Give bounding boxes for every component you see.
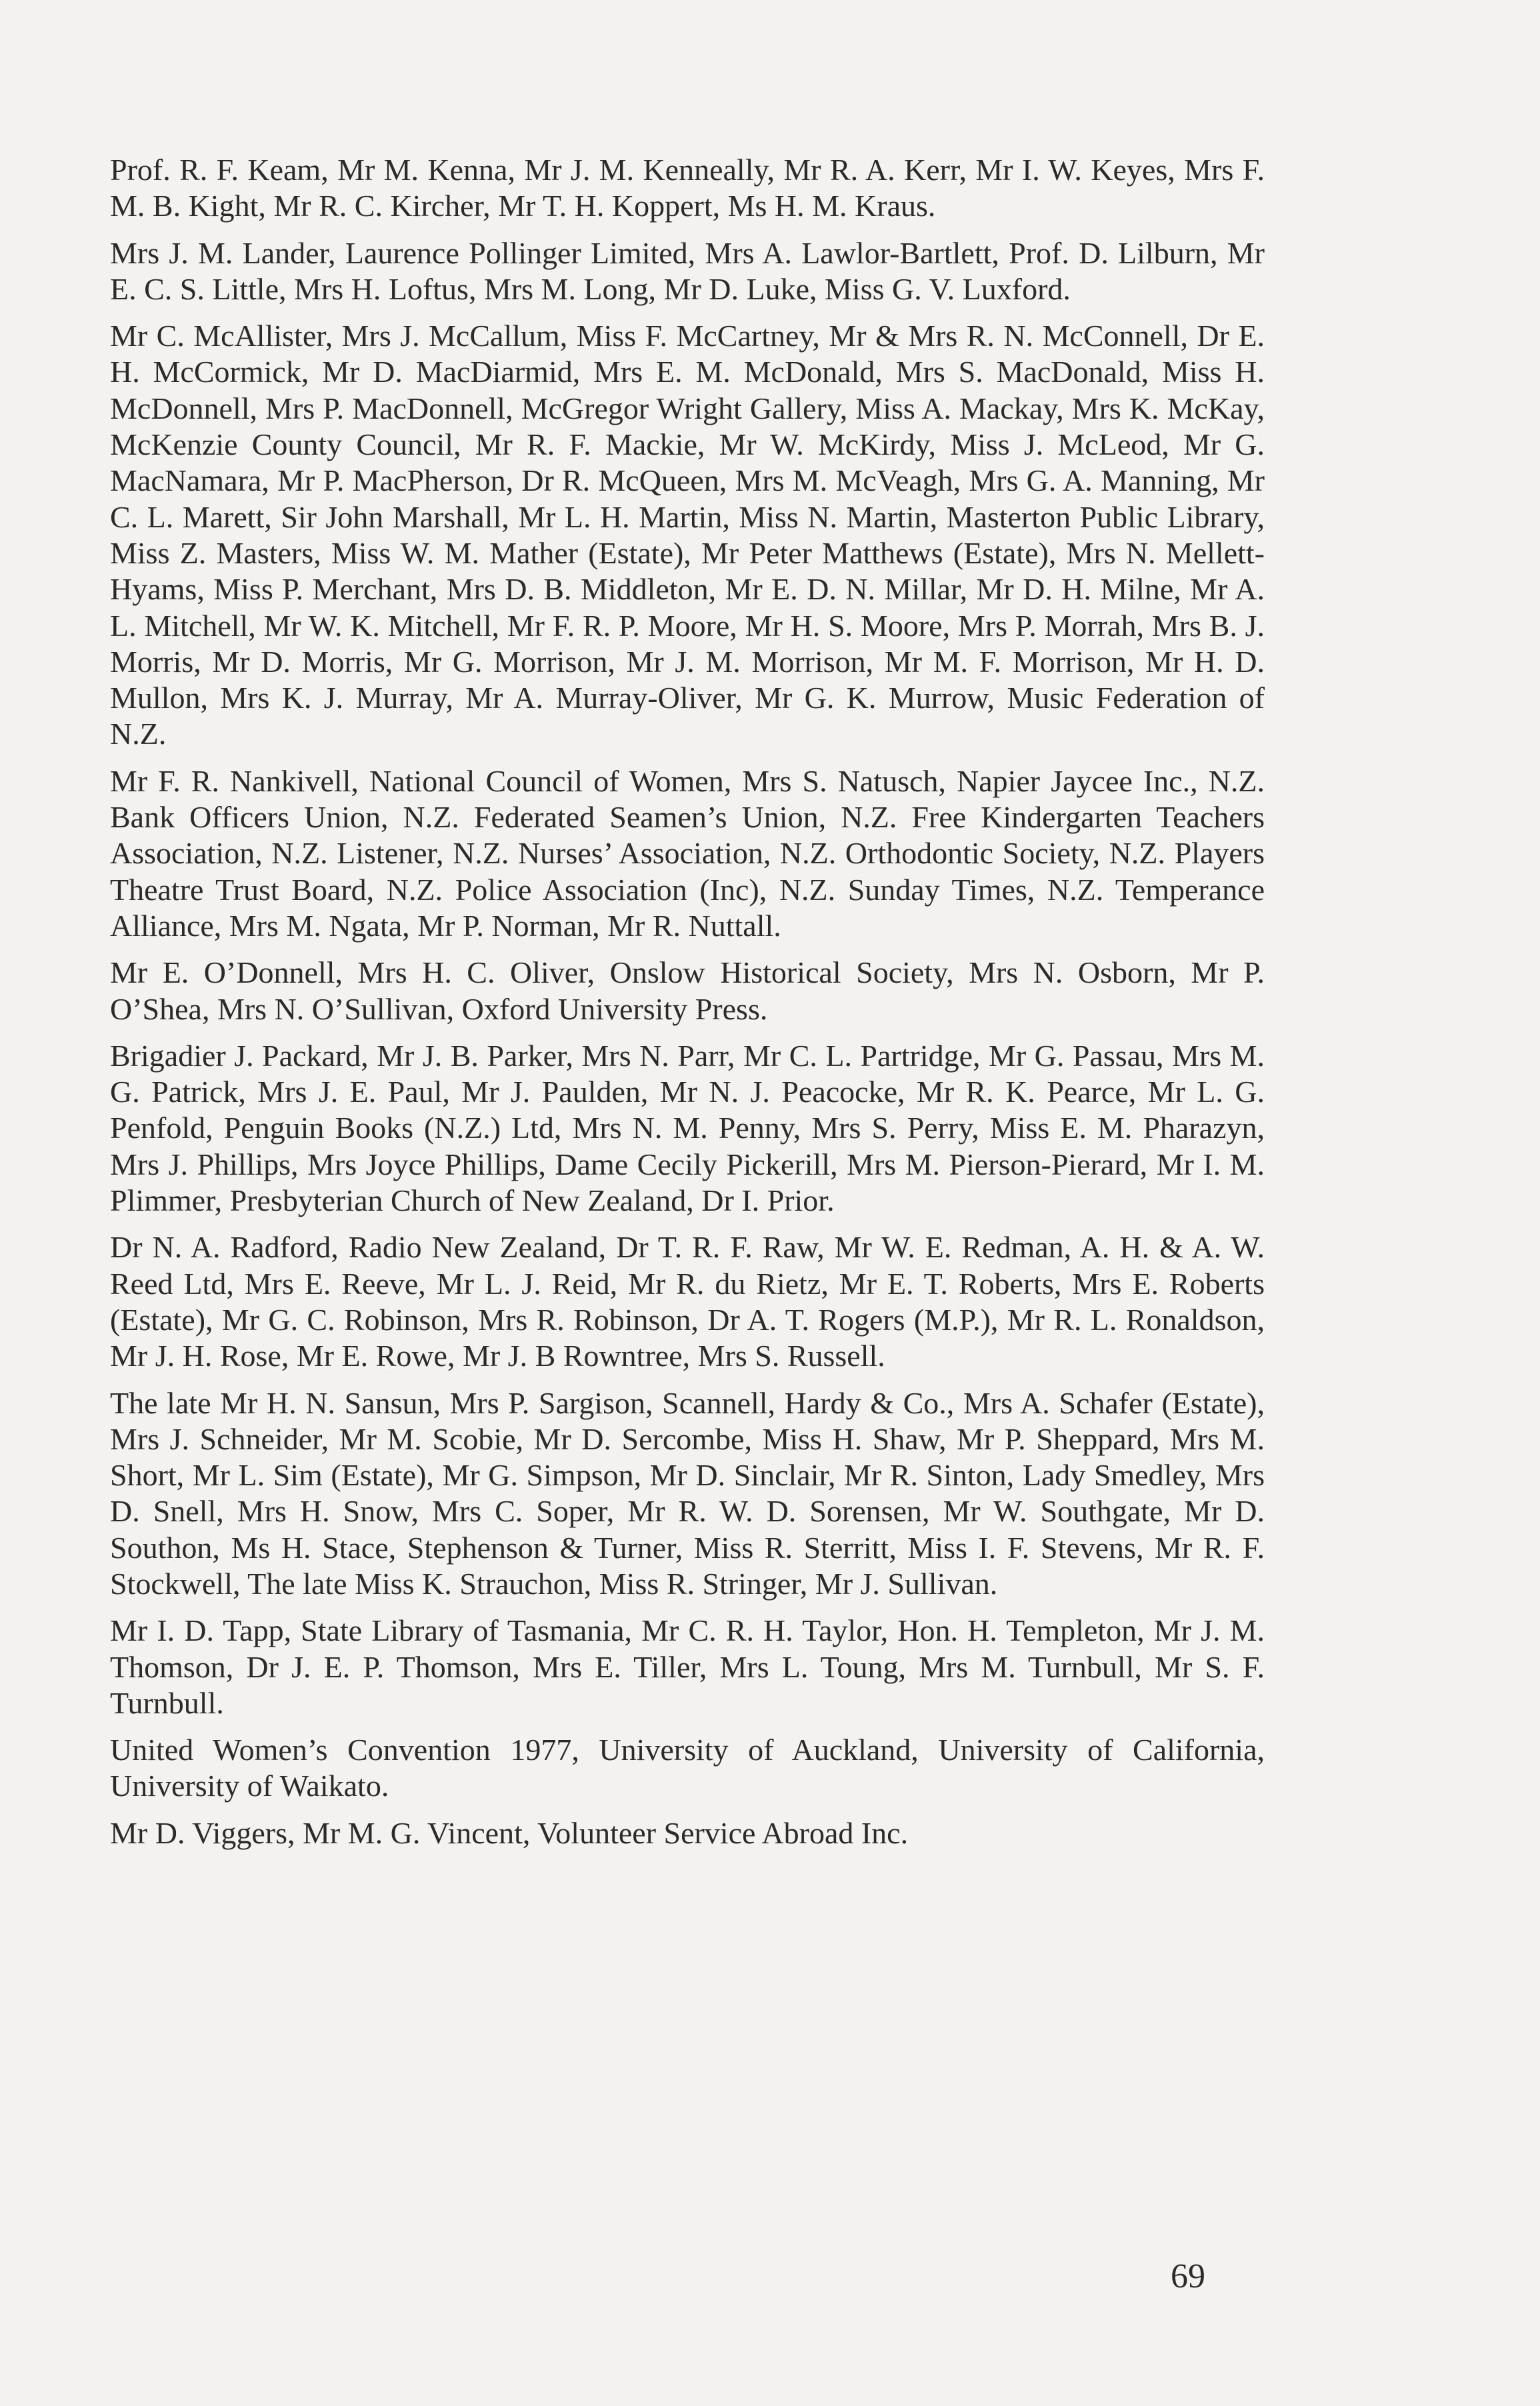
paragraph-v: Mr D. Viggers, Mr M. G. Vincent, Volunteer Service Abroad Inc. xyxy=(110,1815,909,1850)
paragraph-p: Brigadier J. Packard, Mr J. B. Parker, Mrs N. Parr, Mr C. L. Partridge, Mr G. Passau, Mrs M. G. Patrick, Mrs J. E. Paul, Mr J. Paulden, Mr N. J. Peacocke, Mr R. K. Pearce, Mr L. G. Penfold, Penguin Books (N.Z.) Ltd, Mrs N. M. Penny, Mrs S. Perry, Miss E. M. Pharazyn, Mrs J. Phillips, Mrs Joyce Phillips, Dame Cecily Pickerill, Mrs M. Pierson-Pierard, Mr I. M. Plimmer, Presbyterian Church of New Zealand, Dr I. Prior. xyxy=(110,1038,1265,1218)
paragraph-l: Mrs J. M. Lander, Laurence Pollinger Limited, Mrs A. Lawlor-Bartlett, Prof. D. Lilburn, Mr E. C. S. Little, Mrs H. Loftus, Mrs M. Long, Mr D. Luke, Miss G. V. Luxford. xyxy=(110,235,1265,306)
paragraph-o: Mr E. O’Donnell, Mrs H. C. Oliver, Onslow Historical Society, Mrs N. Osborn, Mr P. O’Shea, Mrs N. O’Sullivan, Oxford University Press. xyxy=(110,955,1265,1026)
paragraph-n: Mr F. R. Nankivell, National Council of Women, Mrs S. Natusch, Napier Jaycee Inc., N.Z. Bank Officers Union, N.Z. Federated Seamen’s Union, N.Z. Free Kindergarten Teachers Association, N.Z. Listener, N.Z. Nurses’ Association, N.Z. Orthodontic Society, N.Z. Players Theatre Trust Board, N.Z. Police Association (Inc), N.Z. Sunday Times, N.Z. Temperance Alliance, Mrs M. Ngata, Mr P. Norman, Mr R. Nuttall. xyxy=(110,763,1265,943)
acknowledgements-list xyxy=(110,152,1265,1862)
paragraph-u: United Women’s Convention 1977, University of Auckland, University of California, University of Waikato. xyxy=(110,1733,1265,1803)
paragraph-t: Mr I. D. Tapp, State Library of Tasmania, Mr C. R. H. Taylor, Hon. H. Templeton, Mr J. M. Thomson, Dr J. E. P. Thomson, Mrs E. Tiller, Mrs L. Toung, Mrs M. Turnbull, Mr S. F. Turnbull. xyxy=(110,1613,1265,1720)
page-number: 69 xyxy=(1171,2257,1205,2295)
paragraph-k: Prof. R. F. Keam, Mr M. Kenna, Mr J. M. Kenneally, Mr R. A. Kerr, Mr I. W. Keyes, Mrs F. M. B. Kight, Mr R. C. Kircher, Mr T. H. Koppert, Ms H. M. Kraus. xyxy=(110,153,1265,223)
paragraph-r: Dr N. A. Radford, Radio New Zealand, Dr T. R. F. Raw, Mr W. E. Redman, A. H. & A. W. Reed Ltd, Mrs E. Reeve, Mr L. J. Reid, Mr R. du Rietz, Mr E. T. Roberts, Mrs E. Roberts (Estate), Mr G. C. Robinson, Mrs R. Robinson, Dr A. T. Rogers (M.P.), Mr R. L. Ronaldson, Mr J. H. Rose, Mr E. Rowe, Mr J. B Rowntree, Mrs S. Russell. xyxy=(110,1230,1265,1373)
paragraph-m: Mr C. McAllister, Mrs J. McCallum, Miss F. McCartney, Mr & Mrs R. N. McConnell, Dr E. H. McCormick, Mr D. MacDiarmid, Mrs E. M. McDonald, Mrs S. MacDonald, Miss H. McDonnell, Mrs P. MacDonnell, McGregor Wright Gallery, Miss A. Mackay, Mrs K. McKay, McKenzie County Council, Mr R. F. Mackie, Mr W. McKirdy, Miss J. McLeod, Mr G. MacNamara, Mr P. MacPherson, Dr R. McQueen, Mrs M. McVeagh, Mrs G. A. Manning, Mr C. L. Marett, Sir John Marshall, Mr L. H. Martin, Miss N. Martin, Masterton Public Library, Miss Z. Masters, Miss W. M. Mather (Estate), Mr Peter Matthews (Estate), Mrs N. Mellett-Hyams, Miss P. Merchant, Mrs D. B. Middleton, Mr E. D. N. Millar, Mr D. H. Milne, Mr A. L. Mitchell, Mr W. K. Mitchell, Mr F. R. P. Moore, Mr H. S. Moore, Mrs P. Morrah, Mrs B. J. Morris, Mr D. Morris, Mr G. Morrison, Mr J. M. Morrison, Mr M. F. Morrison, Mr H. D. Mullon, Mrs K. J. Murray, Mr A. Murray-Oliver, Mr G. K. Murrow, Music Federation of N.Z. xyxy=(110,319,1265,751)
paragraph-s: The late Mr H. N. Sansun, Mrs P. Sargison, Scannell, Hardy & Co., Mrs A. Schafer (Estate), Mrs J. Schneider, Mr M. Scobie, Mr D. Sercombe, Miss H. Shaw, Mr P. Sheppard, Mrs M. Short, Mr L. Sim (Estate), Mr G. Simpson, Mr D. Sinclair, Mr R. Sinton, Lady Smedley, Mrs D. Snell, Mrs H. Snow, Mrs C. Soper, Mr R. W. D. Sorensen, Mr W. Southgate, Mr D. Southon, Ms H. Stace, Stephenson & Turner, Miss R. Sterritt, Miss I. F. Stevens, Mr R. F. Stockwell, The late Miss K. Strauchon, Miss R. Stringer, Mr J. Sullivan. xyxy=(110,1385,1265,1601)
